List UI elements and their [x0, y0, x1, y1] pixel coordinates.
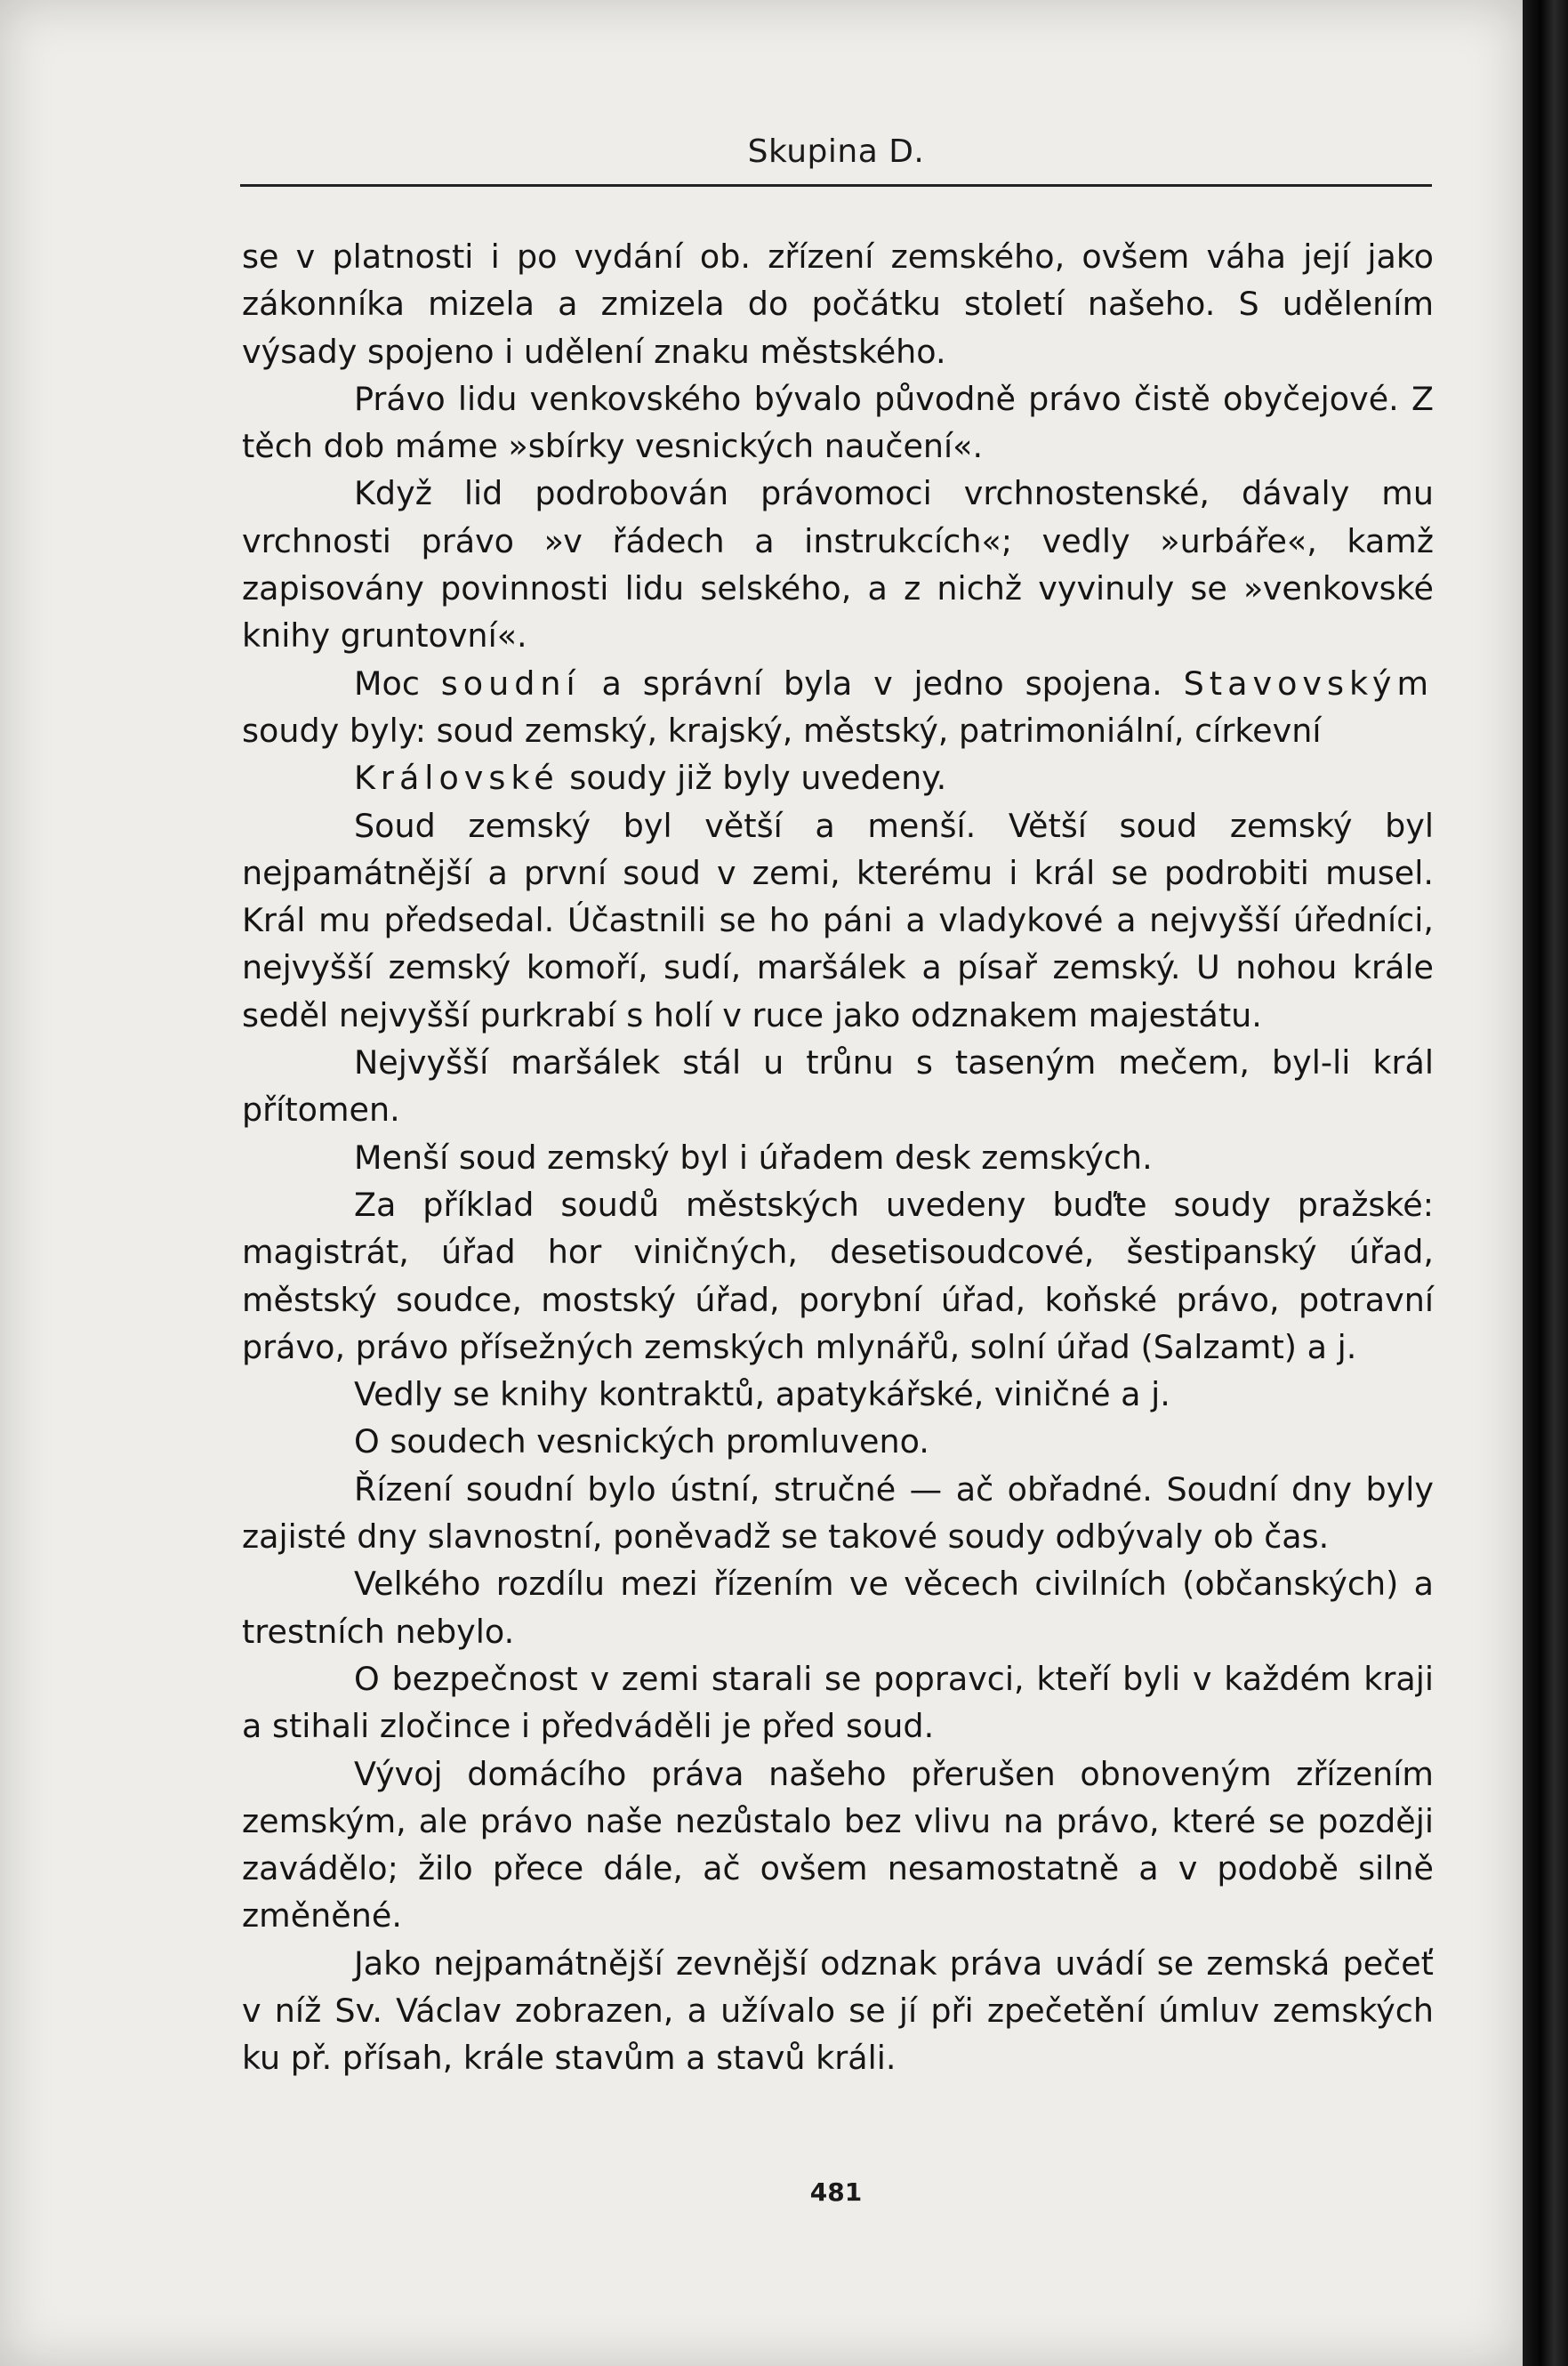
- paragraph: Jako nejpamátnější zevnější odznak práva uvádí se zemská pečeť v níž Sv. Václav zobrazen, a užívalo se jí při zpečetění úmluv zemských ku př. přísah, krále stavům a stavů králi.: [242, 1944, 1434, 2078]
- text-run: Moc: [354, 664, 441, 703]
- paragraph: se v platnosti i po vydání ob. zřízení zemského, ovšem váha její jako zákonníka mizela a zmizela do počátku století našeho. S udělením výsady spojeno i udělení znaku městského.: [242, 237, 1434, 371]
- paragraph: O bezpečnost v zemi starali se popravci, kteří byli v každém kraji a stihali zločince i předváděli je před soud.: [242, 1659, 1434, 1746]
- paragraph: Soud zemský byl větší a menší. Větší soud zemský byl nejpamátnější a první soud v zemi, kterému i král se podrobiti musel. Král mu předsedal. Účastnili se ho páni a vladykové a nejvyšší úředníci, nejvyšší zemský komoří, sudí, maršálek a písař zemský. U nohou krále seděl nejvyšší purkrabí s holí v ruce jako odznakem majestátu.: [242, 806, 1434, 1034]
- page-number: 481: [809, 2177, 863, 2207]
- paragraph: O soudech vesnických promluveno.: [354, 1422, 929, 1461]
- header-rule: [240, 184, 1432, 187]
- paragraph: Právo lidu venkovského bývalo původně právo čistě obyčejové. Z těch dob máme »sbírky vesnických naučení«.: [242, 379, 1434, 466]
- emphasis-spaced: Stavovským: [1183, 664, 1435, 703]
- paragraph: [242, 754, 1434, 801]
- text-run: soudy byly: soud zemský, krajský, městský, patrimoniální, církevní: [242, 711, 1322, 750]
- paragraph: Nejvyšší maršálek stál u trůnu s taseným mečem, byl-li král přítomen.: [242, 1043, 1434, 1130]
- scan-edge: [1523, 0, 1568, 2366]
- body-text: [242, 233, 1434, 2082]
- paragraph: Řízení soudní bylo ústní, stručné — ač obřadné. Soudní dny byly zajisté dny slavnostní, poněvadž se takové soudy odbývaly ob čas.: [242, 1469, 1434, 1557]
- paragraph: Když lid podrobován právomoci vrchnostenské, dávaly mu vrchnosti právo »v řádech a instrukcích«; vedly »urbáře«, kamž zapisovány povinnosti lidu selského, a z nichž vyvinuly se »venkovské knihy gruntovní«.: [242, 474, 1434, 656]
- paragraph: Velkého rozdílu mezi řízením ve věcech civilních (občanských) a trestních nebylo.: [242, 1565, 1434, 1651]
- paragraph: [242, 660, 1434, 755]
- paragraph: Za příklad soudů městských uvedeny buďte soudy pražské: magistrát, úřad hor viničných, desetisoudcové, šestipanský úřad, městský soudce, mostský úřad, porybní úřad, koňské právo, potravní právo, právo přísežných zemských mlynářů, solní úřad (Salzamt) a j.: [242, 1185, 1434, 1366]
- emphasis-spaced: soudní: [440, 664, 581, 703]
- paragraph: Vývoj domácího práva našeho přerušen obnoveným zřízením zemským, ale právo naše nezůstalo bez vlivu na právo, které se později zavádělo; žilo přece dále, ač ovšem nesamostatně a v podobě silně změněné.: [242, 1754, 1434, 1935]
- paragraph: Menší soud zemský byl i úřadem desk zemských.: [354, 1138, 1153, 1177]
- text-run: soudy již byly uvedeny.: [559, 759, 947, 798]
- paragraph: Vedly se knihy kontraktů, apatykářské, viničné a j.: [354, 1375, 1170, 1414]
- emphasis-spaced: Královské: [354, 759, 559, 798]
- running-head: Skupina D.: [747, 133, 925, 170]
- text-run: a správní byla v jedno spojena.: [580, 664, 1184, 703]
